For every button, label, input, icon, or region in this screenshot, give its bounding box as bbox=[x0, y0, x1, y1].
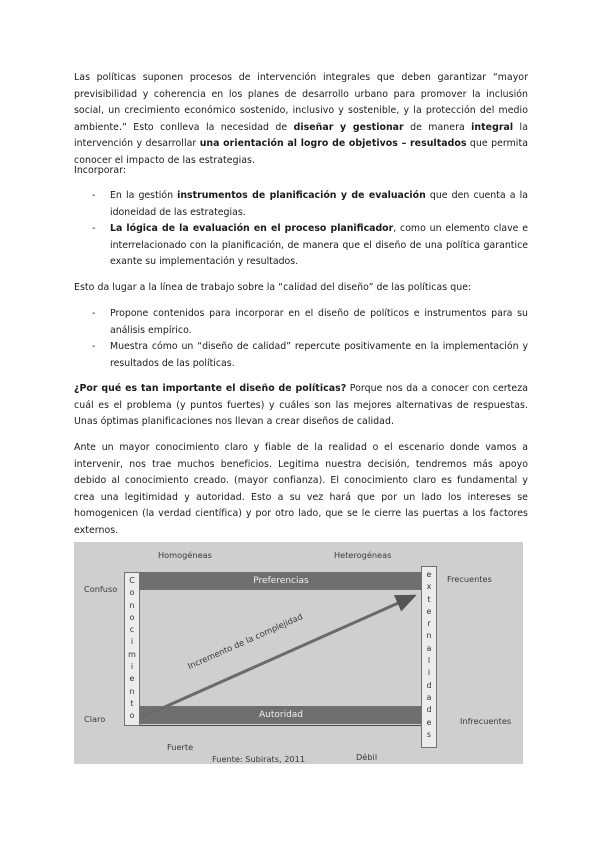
por-que-answer: Porque nos da a conocer con certeza cuál es el problema (y puntos fuertes) y cuáles son las mejores alternativas de respuestas. Unas óptimas planificaciones nos llevan a crear diseños de calidad. bbox=[74, 383, 528, 428]
label-homogeneas: Homogéneas bbox=[158, 550, 212, 560]
externalidades-letter: l bbox=[427, 656, 431, 666]
bullet-marker: - bbox=[92, 223, 96, 234]
externalidades-letter: t bbox=[427, 594, 431, 604]
label-frecuentes: Frecuentes bbox=[447, 574, 492, 584]
conocimiento-letter: c bbox=[129, 625, 135, 635]
autoridad-bar: Autoridad bbox=[136, 706, 426, 724]
externalidades-letter: x bbox=[426, 582, 432, 592]
bullet-item-1 bbox=[110, 188, 528, 221]
externalidades-letter: d bbox=[426, 705, 432, 715]
bullet-marker: - bbox=[92, 341, 96, 352]
label-claro: Claro bbox=[84, 714, 106, 724]
paragraph-por-que bbox=[74, 381, 528, 431]
conocimiento-letter: n bbox=[129, 686, 135, 696]
conocimiento-letter: t bbox=[130, 698, 134, 708]
label-infrecuentes: Infrecuentes bbox=[460, 716, 512, 726]
bullet-1-text: En la gestión bbox=[110, 190, 178, 201]
externalidades-letter: e bbox=[426, 606, 432, 616]
externalidades-letter: a bbox=[426, 643, 432, 653]
conocimiento-letter: i bbox=[130, 637, 134, 647]
externalidades-letter: e bbox=[426, 717, 432, 727]
incorporar-label: Incorporar: bbox=[74, 165, 127, 176]
complexity-arrow bbox=[74, 542, 523, 764]
externalidades-letter: i bbox=[427, 668, 431, 678]
externalidades-letter: n bbox=[426, 631, 432, 641]
label-confuso: Confuso bbox=[84, 584, 118, 594]
conocimiento-letter: C bbox=[129, 576, 135, 585]
conocimiento-letter: o bbox=[129, 711, 135, 721]
conocimiento-letter: o bbox=[129, 588, 135, 598]
externalidades-letter: e bbox=[426, 570, 432, 579]
externalidades-letter: a bbox=[426, 692, 432, 702]
bullet-1-bold: instrumentos de planificación y de evaluación bbox=[177, 190, 426, 201]
complexity-diagram bbox=[74, 542, 523, 764]
bullet-2-text: , como un elemento clave e interrelacionado con la planificación, de manera que el diseño de una política garantice exante su implementación y resultados. bbox=[110, 223, 528, 268]
bullet-item-4: Muestra cómo un “diseño de calidad” repercute positivamente en la implementación y resultados de las políticas. bbox=[110, 341, 528, 369]
conocimiento-letter: o bbox=[129, 612, 135, 622]
bullet-item-2 bbox=[110, 221, 528, 271]
externalidades-letter: r bbox=[427, 619, 431, 629]
intro-bold-orientacion: una orientación al logro de objetivos – resultados bbox=[199, 138, 467, 150]
figure-source: Fuente: Subirats, 2011 bbox=[212, 754, 306, 764]
conocimiento-letter: n bbox=[129, 600, 135, 610]
conocimiento-letter: m bbox=[128, 649, 136, 659]
externalidades-letter: d bbox=[426, 680, 432, 690]
intro-bold-integral: integral bbox=[471, 121, 514, 133]
intro-text-c: de manera bbox=[403, 121, 472, 133]
conocimiento-letter: e bbox=[129, 674, 135, 684]
label-debil: Débil bbox=[356, 752, 378, 762]
intro-text-d: la intervención y desarrollar bbox=[74, 121, 528, 150]
paragraph-conocimiento: Ante un mayor conocimiento claro y fiable de la realidad o el escenario donde vamos a intervenir, nos trae muchos beneficios. Legitima nuestra decisión, tendremos más apoyo debido al conocimiento creado. (mayor confianza). El conocimiento claro es fundamental y crea una legitimidad y autoridad. Esto a su vez hará que por un lado los intereses se homogenicen (la verdad científica) y por otro lado, que se le cierre las puertas a los factores externos. bbox=[74, 442, 528, 536]
bullet-marker: - bbox=[92, 190, 96, 201]
bullet-1-text-end: que den cuenta a la idoneidad de las estrategias. bbox=[110, 190, 529, 218]
preferencias-bar: Preferencias bbox=[136, 572, 426, 590]
label-fuerte: Fuerte bbox=[167, 742, 194, 752]
paragraph-calidad: Esto da lugar a la línea de trabajo sobre la “calidad del diseño” de las políticas que: bbox=[74, 282, 472, 293]
paragraph-intro bbox=[74, 70, 528, 170]
intro-bold-disenar: diseñar y gestionar bbox=[293, 121, 404, 133]
label-heterogeneas: Heterogéneas bbox=[334, 550, 392, 560]
bullet-2-bold: La lógica de la evaluación en el proceso planificador bbox=[110, 223, 394, 234]
arrow-line bbox=[140, 596, 414, 718]
intro-text-a: Las políticas suponen procesos de intervención integrales que deben garantizar “mayor previsibilidad y coherencia en los planes de desarrollo urbano para promover la inclusión social, un crecimiento económico sostenido, inclusivo y sostenible, y la protección del medio ambiente.” Esto conlleva la necesidad de bbox=[74, 72, 528, 133]
bullet-marker: - bbox=[92, 308, 96, 319]
externalidades-letter: s bbox=[426, 729, 432, 739]
conocimiento-letter: i bbox=[130, 662, 134, 672]
intro-text-e: que permita conocer el impacto de las estrategias. bbox=[74, 138, 528, 166]
arrow-label: Incremento de la complejidad bbox=[186, 611, 305, 672]
por-que-question: ¿Por qué es tan importante el diseño de políticas? bbox=[74, 383, 347, 394]
bullet-item-3: Propone contenidos para incorporar en el diseño de políticos e instrumentos para su análisis empírico. bbox=[110, 308, 528, 336]
